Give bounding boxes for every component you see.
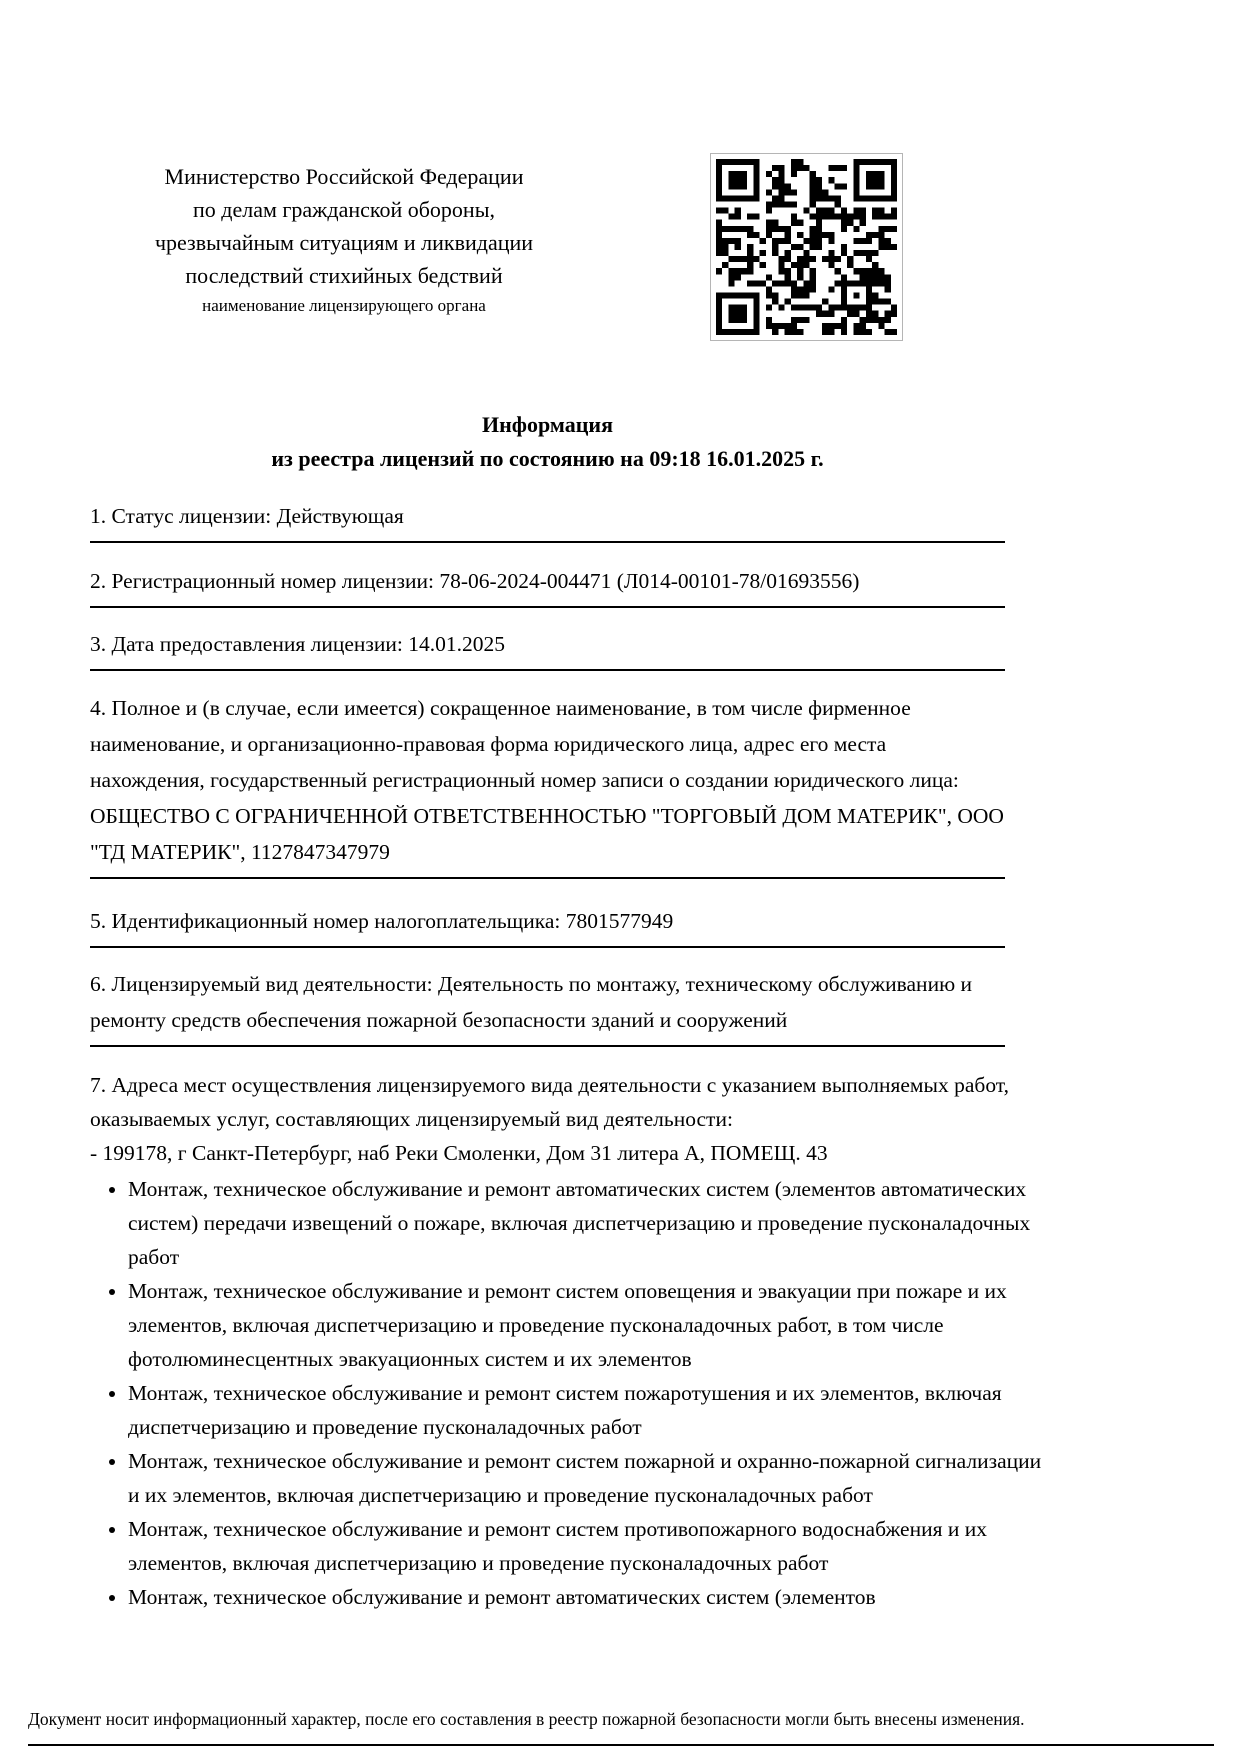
authority-line-3: чрезвычайным ситуациям и ликвидации <box>154 230 534 255</box>
address-line: - 199178, г Санкт-Петербург, наб Реки Смоленки, Дом 31 литера А, ПОМЕЩ. 43 <box>90 1141 828 1165</box>
field-grant-date: 3. Дата предоставления лицензии: 14.01.2025 <box>90 626 1005 671</box>
authority-line-2: по делам гражданской обороны, <box>193 197 495 222</box>
footer-disclaimer: Документ носит информационный характер, после его составления в реестр пожарной безопасности могли быть внесены изменения. <box>28 1709 1025 1729</box>
footer-rule <box>28 1744 1214 1746</box>
work-item: • Монтаж, техническое обслуживание и ремонт систем противопожарного водоснабжения и их элементов, включая диспетчеризацию и проведение пусконаладочных работ <box>128 1512 1048 1580</box>
authority-line-4: последствий стихийных бедствий <box>185 263 503 288</box>
authority-line-1: Министерство Российской Федерации <box>164 164 524 189</box>
field-legal-entity-name: 4. Полное и (в случае, если имеется) сокращенное наименование, в том числе фирменное наименование, и организационно-правовая форма юридического лица, адрес его места нахождения, государственный регистрационный номер записи о создании юридического лица: ОБЩЕСТВО С ОГРАНИЧЕННОЙ ОТВЕТСТВЕННОСТЬЮ "ТОРГОВЫЙ ДОМ МАТЕРИК", ООО "ТД МАТЕРИК", 1127847347979 <box>90 690 1005 879</box>
field-licensed-activity: 6. Лицензируемый вид деятельности: Деятельность по монтажу, техническому обслуживанию и ремонту средств обеспечения пожарной безопасности зданий и сооружений <box>90 966 1005 1047</box>
work-item: • Монтаж, техническое обслуживание и ремонт систем пожаротушения и их элементов, включая диспетчеризацию и проведение пусконаладочных работ <box>128 1376 1048 1444</box>
field-taxpayer-id: 5. Идентификационный номер налогоплательщика: 7801577949 <box>90 903 1005 948</box>
licensing-authority-block <box>88 160 600 317</box>
addresses-intro: 7. Адреса мест осуществления лицензируемого вида деятельности с указанием выполняемых работ, оказываемых услуг, составляющих лицензируемый вид деятельности: <box>90 1073 1009 1131</box>
work-item: • Монтаж, техническое обслуживание и ремонт автоматических систем (элементов автоматических систем) передачи извещений о пожаре, включая диспетчеризацию и проведение пусконаладочных работ <box>128 1172 1048 1274</box>
qr-code-pattern <box>716 159 897 335</box>
work-item: • Монтаж, техническое обслуживание и ремонт систем пожарной и охранно-пожарной сигнализации и их элементов, включая диспетчеризацию и проведение пусконаладочных работ <box>128 1444 1048 1512</box>
addresses-section <box>90 1068 1048 1614</box>
document-title-line-1: Информация <box>481 412 613 437</box>
field-license-status: 1. Статус лицензии: Действующая <box>90 498 1005 543</box>
document-title <box>90 408 1005 476</box>
authority-caption: наименование лицензирующего органа <box>202 296 486 315</box>
works-list <box>90 1172 1048 1614</box>
qr-code <box>710 153 903 341</box>
work-item: • Монтаж, техническое обслуживание и ремонт систем оповещения и эвакуации при пожаре и их элементов, включая диспетчеризацию и проведение пусконаладочных работ, в том числе фотолюминесцентных эвакуационных систем и их элементов <box>128 1274 1048 1376</box>
work-item: • Монтаж, техническое обслуживание и ремонт автоматических систем (элементов <box>128 1580 1048 1614</box>
document-title-line-2: из реестра лицензий по состоянию на 09:18 16.01.2025 г. <box>271 446 824 471</box>
field-registration-number: 2. Регистрационный номер лицензии: 78-06-2024-004471 (Л014-00101-78/01693556) <box>90 563 1005 608</box>
